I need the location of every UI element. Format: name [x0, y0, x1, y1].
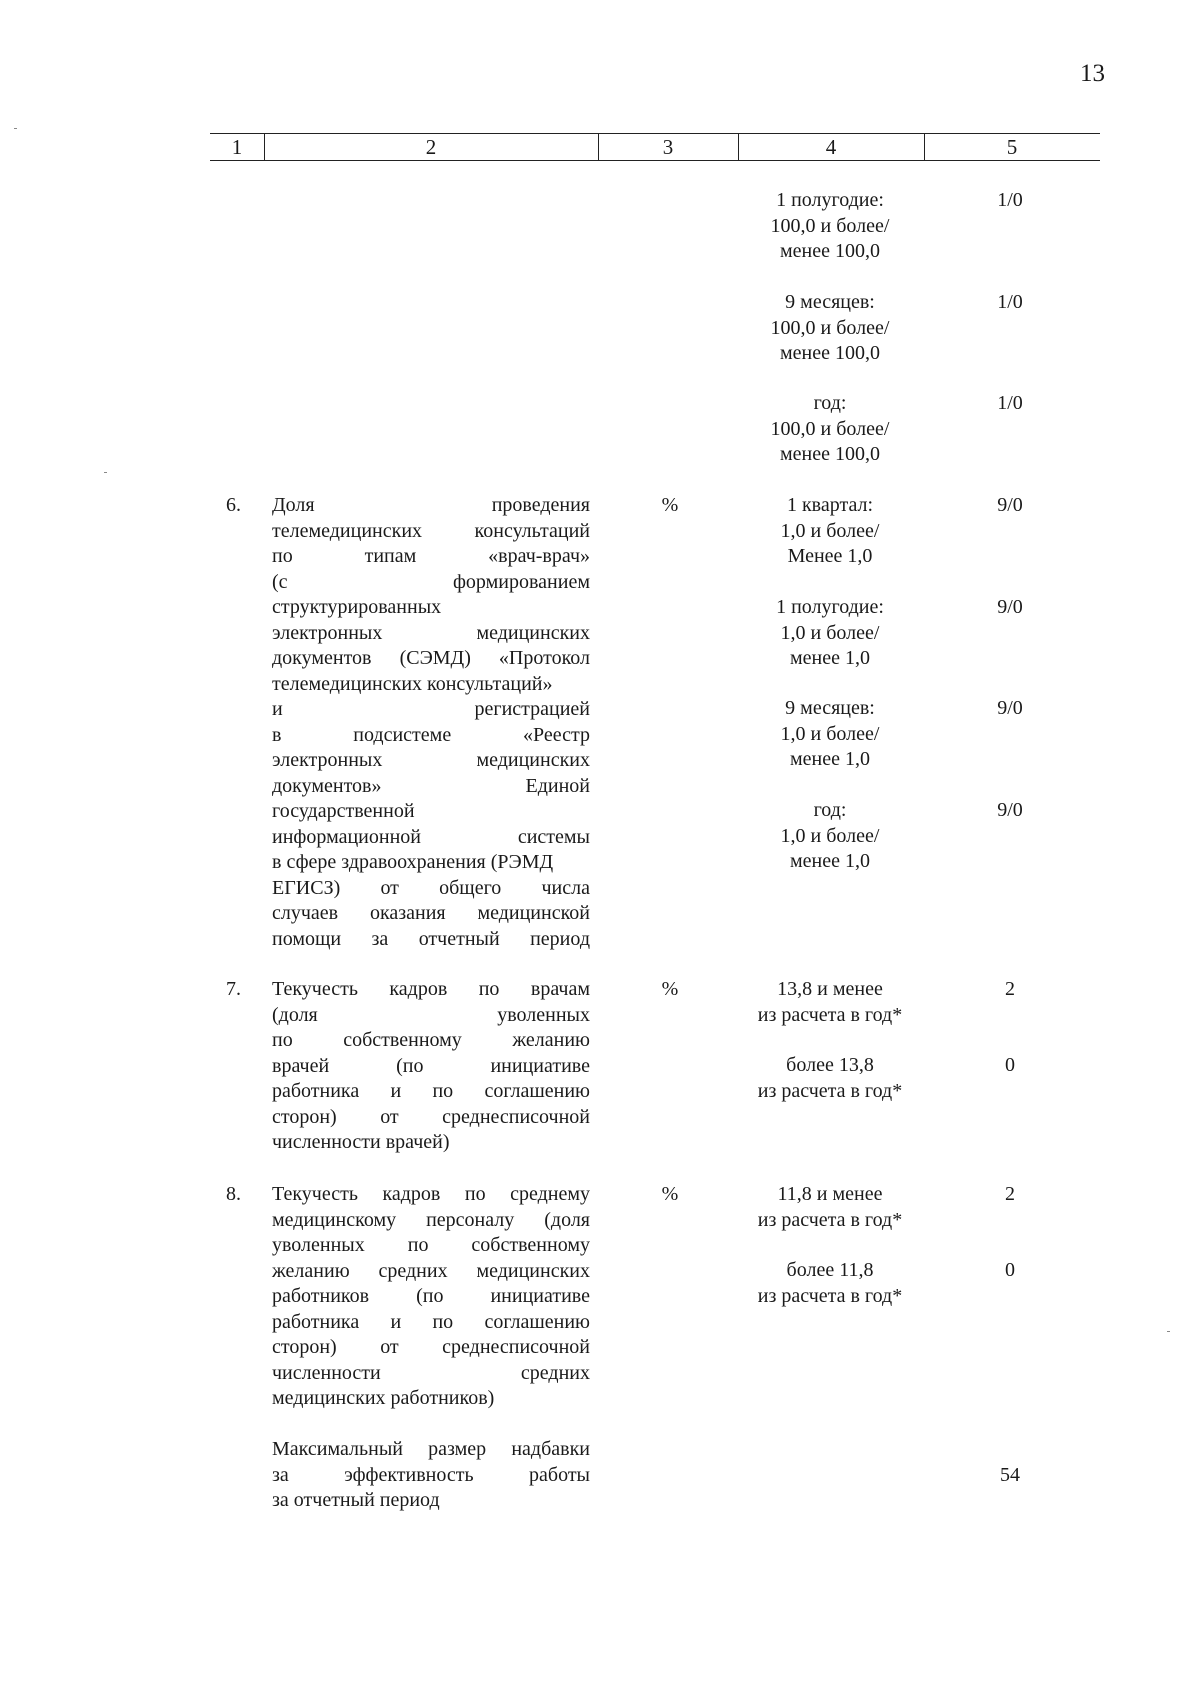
- criteria-cell: год: 100,0 и более/ менее 100,0: [770, 392, 890, 465]
- score-cell: 9/0: [997, 596, 1023, 618]
- header-col-4: 4: [825, 135, 837, 159]
- indicator-description: Текучесть кадров по среднему медицинскому персоналу (доля уволенных по собственному желанию средних медицинских работников (по инициативе работника и по соглашению сторон) от среднесписочной численности средних медицинских работников): [272, 1183, 590, 1409]
- criteria-cell: 1 полугодие: 1,0 и более/ менее 1,0: [776, 596, 884, 669]
- score-cell: 1/0: [997, 291, 1023, 313]
- criteria-cell: более 13,8 из расчета в год*: [757, 1054, 903, 1102]
- header-col-5: 5: [1006, 135, 1018, 159]
- criteria-cell: 1 полугодие: 100,0 и более/ менее 100,0: [770, 189, 890, 262]
- max-bonus-value: 54: [1000, 1464, 1020, 1486]
- page-number: 13: [1080, 60, 1105, 87]
- header-bottom-border: [210, 160, 1100, 161]
- header-col-1: 1: [231, 135, 243, 159]
- criteria-cell: 13,8 и менее из расчета в год*: [757, 978, 903, 1026]
- criteria-cell: более 11,8 из расчета в год*: [757, 1259, 903, 1307]
- row-number: 7.: [226, 978, 241, 1000]
- criteria-cell: год: 1,0 и более/ менее 1,0: [780, 799, 880, 872]
- criteria-cell: 9 месяцев: 1,0 и более/ менее 1,0: [780, 697, 880, 770]
- header-col-2: 2: [425, 135, 437, 159]
- scan-speck: [14, 128, 17, 129]
- score-cell: 1/0: [997, 392, 1023, 414]
- score-cell: 2: [1005, 978, 1015, 1000]
- score-cell: 2: [1005, 1183, 1015, 1205]
- unit-cell: %: [661, 978, 679, 1000]
- indicator-description: Доля проведения телемедицинских консультаций по типам «врач-врач» (с формированием структурированных электронных медицинских документов (СЭМД) «Протокол телемедицинских консультаций» и регистрацией в подсистеме «Реестр электронных медицинских документов» Единой государственной информационной системы в сфере здравоохранения (РЭМД ЕГИСЗ) от общего числа случаев оказания медицинской помощи за отчетный период: [272, 494, 590, 950]
- criteria-cell: 9 месяцев: 100,0 и более/ менее 100,0: [770, 291, 890, 364]
- scan-speck: [104, 472, 107, 473]
- unit-cell: %: [661, 494, 679, 516]
- criteria-cell: 11,8 и менее из расчета в год*: [757, 1183, 903, 1231]
- header-col-3: 3: [662, 135, 674, 159]
- row-number: 6.: [226, 494, 241, 516]
- unit-cell: %: [661, 1183, 679, 1205]
- max-bonus-description: Максимальный размер надбавки за эффективность работы за отчетный период: [272, 1438, 590, 1511]
- score-cell: 9/0: [997, 697, 1023, 719]
- row-number: 8.: [226, 1183, 241, 1205]
- criteria-cell: 1 квартал: 1,0 и более/ Менее 1,0: [780, 494, 880, 567]
- score-cell: 0: [1005, 1054, 1015, 1076]
- scan-speck: [1167, 1331, 1170, 1332]
- score-cell: 1/0: [997, 189, 1023, 211]
- indicator-description: Текучесть кадров по врачам (доля уволенных по собственному желанию врачей (по инициативе работника и по соглашению сторон) от среднесписочной численности врачей): [272, 978, 590, 1153]
- score-cell: 9/0: [997, 494, 1023, 516]
- score-cell: 0: [1005, 1259, 1015, 1281]
- score-cell: 9/0: [997, 799, 1023, 821]
